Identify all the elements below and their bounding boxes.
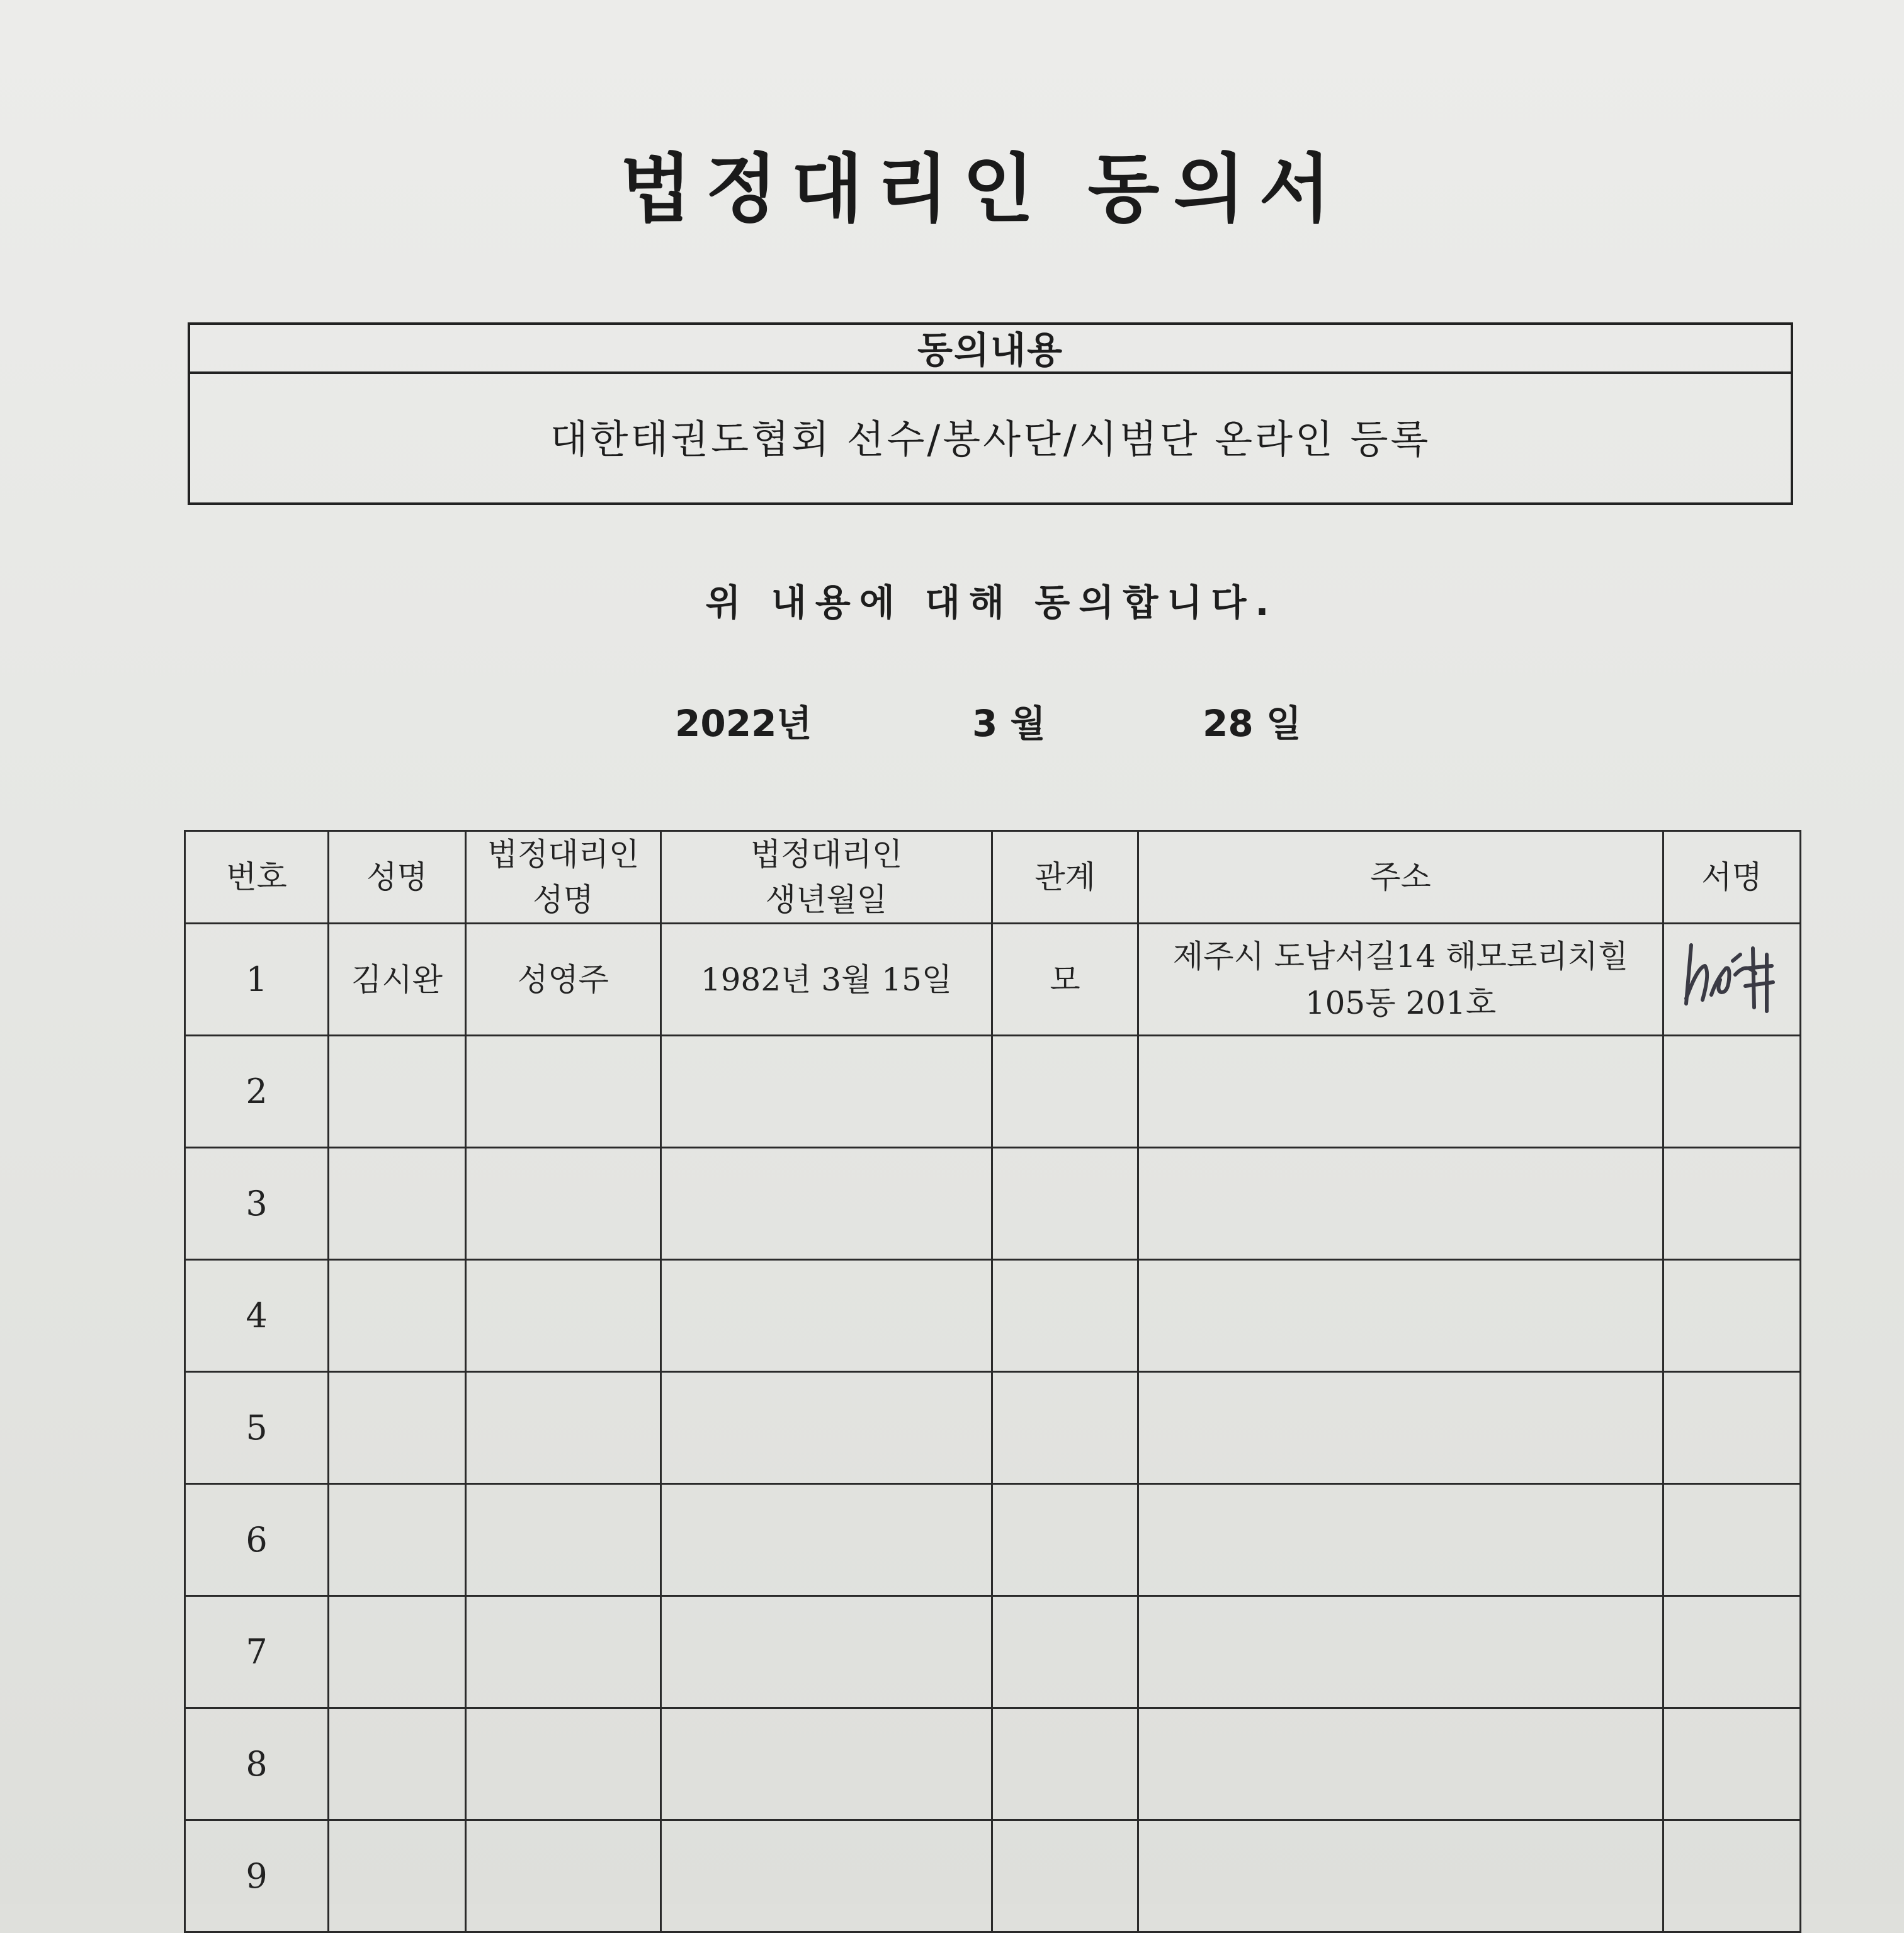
header-guardian-name-line2: 성명 — [533, 881, 594, 918]
empty-cell — [1138, 1148, 1663, 1260]
table-row — [185, 1820, 1801, 1932]
empty-cell — [992, 1372, 1138, 1484]
empty-cell — [329, 1148, 466, 1260]
row-address-line2: 105동 201호 — [1305, 984, 1497, 1021]
empty-cell — [329, 1596, 466, 1708]
empty-cell — [1663, 1036, 1801, 1148]
table-row — [185, 1260, 1801, 1372]
consent-header: 동의내용 — [190, 325, 1791, 374]
empty-cell — [1138, 1372, 1663, 1484]
date-day: 28 일 — [1203, 702, 1301, 745]
row-signature — [1663, 924, 1801, 1036]
empty-cell — [466, 1708, 661, 1820]
empty-cell — [329, 1484, 466, 1596]
empty-cell — [1663, 1820, 1801, 1932]
header-guardian-birth — [661, 831, 992, 924]
table-row — [185, 1484, 1801, 1596]
header-relation: 관계 — [992, 831, 1138, 924]
row-guardian-name: 성영주 — [466, 924, 661, 1036]
empty-cell — [661, 1708, 992, 1820]
row-number: 9 — [185, 1820, 329, 1932]
empty-cell — [1138, 1596, 1663, 1708]
empty-cell — [1663, 1372, 1801, 1484]
row-number: 7 — [185, 1596, 329, 1708]
header-no: 번호 — [185, 831, 329, 924]
empty-cell — [661, 1148, 992, 1260]
consent-box — [188, 322, 1793, 505]
header-guardian-birth-line2: 생년월일 — [765, 881, 888, 918]
empty-cell — [661, 1820, 992, 1932]
empty-cell — [661, 1260, 992, 1372]
empty-cell — [992, 1820, 1138, 1932]
empty-cell — [1138, 1036, 1663, 1148]
row-number: 6 — [185, 1484, 329, 1596]
table-row — [185, 924, 1801, 1036]
empty-cell — [992, 1484, 1138, 1596]
signature-image — [1672, 929, 1792, 1018]
empty-cell — [1663, 1708, 1801, 1820]
header-guardian-birth-line1: 법정대리인 — [750, 836, 903, 873]
row-guardian-birth: 1982년 3월 15일 — [661, 924, 992, 1036]
empty-cell — [329, 1260, 466, 1372]
empty-cell — [1138, 1820, 1663, 1932]
table-row — [185, 1708, 1801, 1820]
empty-cell — [466, 1148, 661, 1260]
row-number: 2 — [185, 1036, 329, 1148]
empty-cell — [329, 1820, 466, 1932]
date-month: 3 월 — [972, 702, 1046, 745]
agreement-statement: 위 내용에 대해 동의합니다. — [705, 581, 1278, 624]
table-header-row — [185, 831, 1801, 924]
date-year: 2022년 — [675, 702, 812, 745]
empty-cell — [466, 1820, 661, 1932]
empty-cell — [1138, 1260, 1663, 1372]
row-number: 3 — [185, 1148, 329, 1260]
document-title: 법정대리인 동의서 — [620, 145, 1345, 232]
empty-cell — [466, 1484, 661, 1596]
row-number: 4 — [185, 1260, 329, 1372]
table-row — [185, 1372, 1801, 1484]
empty-cell — [992, 1036, 1138, 1148]
row-address — [1138, 924, 1663, 1036]
row-number: 1 — [185, 924, 329, 1036]
empty-cell — [1663, 1148, 1801, 1260]
guardian-table — [184, 830, 1801, 1933]
table-row — [185, 1596, 1801, 1708]
empty-cell — [992, 1708, 1138, 1820]
empty-cell — [466, 1596, 661, 1708]
empty-cell — [661, 1596, 992, 1708]
empty-cell — [992, 1596, 1138, 1708]
row-number: 5 — [185, 1372, 329, 1484]
empty-cell — [1663, 1484, 1801, 1596]
empty-cell — [992, 1148, 1138, 1260]
empty-cell — [992, 1260, 1138, 1372]
consent-text: 대한태권도협회 선수/봉사단/시범단 온라인 등록 — [550, 416, 1431, 462]
empty-cell — [661, 1036, 992, 1148]
empty-cell — [329, 1372, 466, 1484]
row-name: 김시완 — [329, 924, 466, 1036]
empty-cell — [661, 1372, 992, 1484]
empty-cell — [1663, 1260, 1801, 1372]
empty-cell — [329, 1708, 466, 1820]
table-row — [185, 1036, 1801, 1148]
row-relation: 모 — [992, 924, 1138, 1036]
empty-cell — [1663, 1596, 1801, 1708]
empty-cell — [329, 1036, 466, 1148]
empty-cell — [1138, 1484, 1663, 1596]
table-row — [185, 1148, 1801, 1260]
row-address-line1: 제주시 도남서길14 해모로리치힐 — [1172, 938, 1629, 975]
empty-cell — [1138, 1708, 1663, 1820]
header-guardian-name-line1: 법정대리인 — [487, 836, 640, 873]
header-signature: 서명 — [1663, 831, 1801, 924]
header-address: 주소 — [1138, 831, 1663, 924]
empty-cell — [661, 1484, 992, 1596]
empty-cell — [466, 1036, 661, 1148]
empty-cell — [466, 1372, 661, 1484]
empty-cell — [466, 1260, 661, 1372]
header-name: 성명 — [329, 831, 466, 924]
header-guardian-name — [466, 831, 661, 924]
row-number: 8 — [185, 1708, 329, 1820]
